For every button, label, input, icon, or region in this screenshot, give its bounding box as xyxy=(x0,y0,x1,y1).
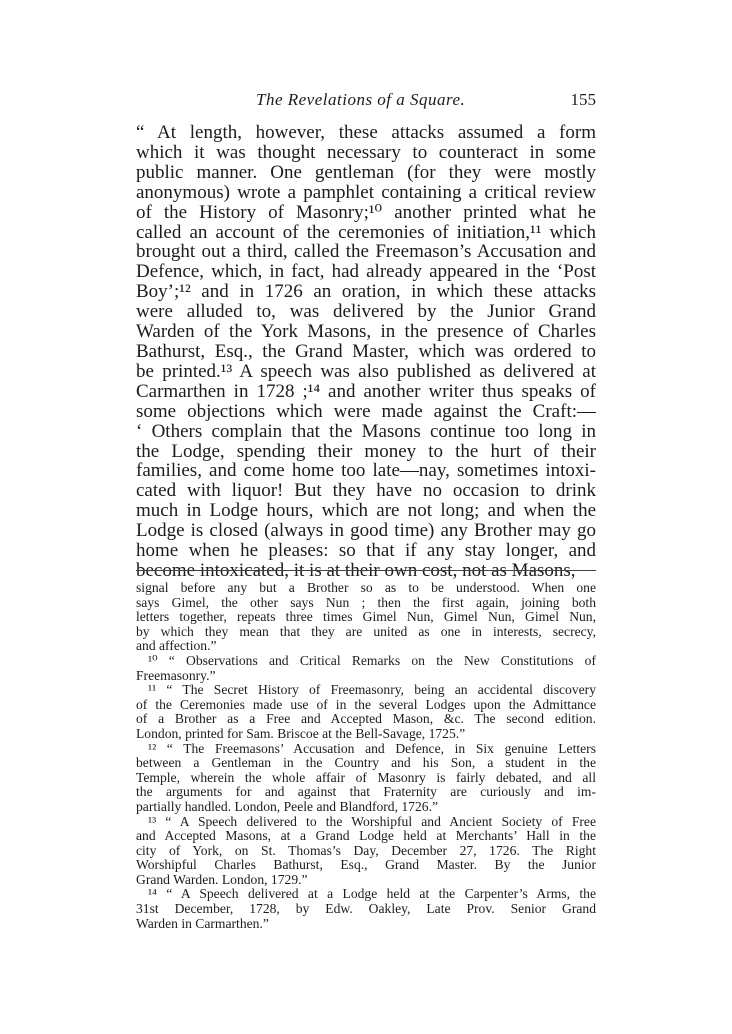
body-line: called an account of the ceremonies of initiation,¹¹ which xyxy=(136,221,596,243)
footnote-line: by which they mean that they are united as one in interests, secrecy, xyxy=(136,623,596,639)
footnote-line: 31st December, 1728, by Edw. Oakley, Late Prov. Senior Grand xyxy=(136,901,596,917)
body-line: Carmarthen in 1728 ;¹⁴ and another writer thus speaks of xyxy=(136,380,596,402)
footnote-line: ¹⁰ “ Observations and Critical Remarks on the New Constitutions of xyxy=(148,652,596,668)
body-line: Warden of the York Masons, in the presence of Charles xyxy=(136,321,596,343)
footnote-divider xyxy=(136,570,596,571)
body-line: Boy’;¹² and in 1726 an oration, in which these attacks xyxy=(136,281,596,303)
footnote-line: the arguments for and against that Fraternity are curiously and im- xyxy=(136,784,596,800)
footnote-line: city of York, on St. Thomas’s Day, December 27, 1726. The Right xyxy=(136,842,596,858)
footnote-line: of the Ceremonies made use of in the several Lodges upon the Admittance xyxy=(136,696,596,712)
footnote-line: letters together, repeats three times Gimel Nun, Gimel Nun, Gimel Nun, xyxy=(136,609,596,625)
body-line: much in Lodge hours, which are not long; and when the xyxy=(136,500,596,522)
body-line: Defence, which, in fact, had already appeared in the ‘Post xyxy=(136,261,596,283)
running-title: The Revelations of a Square. xyxy=(256,90,466,109)
footnote-line: Freemasonry.” xyxy=(136,667,216,683)
footnote-line: Worshipful Charles Bathurst, Esq., Grand Master. By the Junior xyxy=(136,857,596,873)
footnote-line: ¹¹ “ The Secret History of Freemasonry, being an accidental discovery xyxy=(148,682,596,698)
footnote-line: London, printed for Sam. Briscoe at the Bell-Savage, 1725.” xyxy=(136,725,466,741)
body-line: ‘ Others complain that the Masons continue too long in xyxy=(136,420,596,442)
body-line: were alluded to, was delivered by the Junior Grand xyxy=(136,301,596,323)
body-line: which it was thought necessary to counteract in some xyxy=(136,141,596,163)
footnote-line: and affection.” xyxy=(136,638,217,654)
footnote-line: and Accepted Masons, at a Grand Lodge held at Merchants’ Hall in the xyxy=(136,828,596,844)
body-line: families, and come home too late—nay, sometimes intoxi- xyxy=(136,460,596,482)
footnote-line: ¹³ “ A Speech delivered to the Worshipful and Ancient Society of Free xyxy=(148,813,596,829)
page-number: 155 xyxy=(570,90,596,109)
footnote-line: partially handled. London, Peele and Blandford, 1726.” xyxy=(136,798,439,814)
body-line: brought out a third, called the Freemason’s Accusation and xyxy=(136,241,596,263)
footnote-line: Warden in Carmarthen.” xyxy=(136,915,269,931)
body-line: the Lodge, spending their money to the hurt of their xyxy=(136,440,596,462)
footnote-line: between a Gentleman in the Country and his Son, a student in the xyxy=(136,755,596,771)
body-line: home when he pleases: so that if any stay longer, and xyxy=(136,540,596,562)
footnote-line: ¹⁴ “ A Speech delivered at a Lodge held at the Carpenter’s Arms, the xyxy=(148,886,596,902)
body-line: cated with liquor! But they have no occasion to drink xyxy=(136,480,596,502)
body-line: public manner. One gentleman (for they were mostly xyxy=(136,161,596,183)
page-header xyxy=(136,90,596,114)
footnote-line: Temple, wherein the whole affair of Masonry is fairly debated, and all xyxy=(136,769,596,785)
body-line: Bathurst, Esq., the Grand Master, which was ordered to xyxy=(136,340,596,362)
body-line: be printed.¹³ A speech was also published as delivered at xyxy=(136,360,596,382)
body-line: some objections which were made against the Craft:— xyxy=(136,400,596,422)
footnote-line: of a Brother as a Free and Accepted Mason, &c. The second edition. xyxy=(136,711,596,727)
footnote-line: says Gimel, the other says Nun ; then the first again, joining both xyxy=(136,594,596,610)
body-line: anonymous) wrote a pamphlet containing a critical review xyxy=(136,181,596,203)
body-line: “ At length, however, these attacks assumed a form xyxy=(136,122,596,143)
body-line: Lodge is closed (always in good time) any Brother may go xyxy=(136,520,596,542)
footnote-line: ¹² “ The Freemasons’ Accusation and Defence, in Six genuine Letters xyxy=(148,740,596,756)
footnotes xyxy=(136,581,596,931)
footnote-line: Grand Warden. London, 1729.” xyxy=(136,871,308,887)
footnote-line: signal before any but a Brother so as to be understood. When one xyxy=(136,580,596,595)
body-line: become intoxicated, it is at their own cost, not as Masons, xyxy=(136,559,576,581)
main-text xyxy=(136,123,596,581)
body-line: of the History of Masonry;¹⁰ another printed what he xyxy=(136,201,596,223)
